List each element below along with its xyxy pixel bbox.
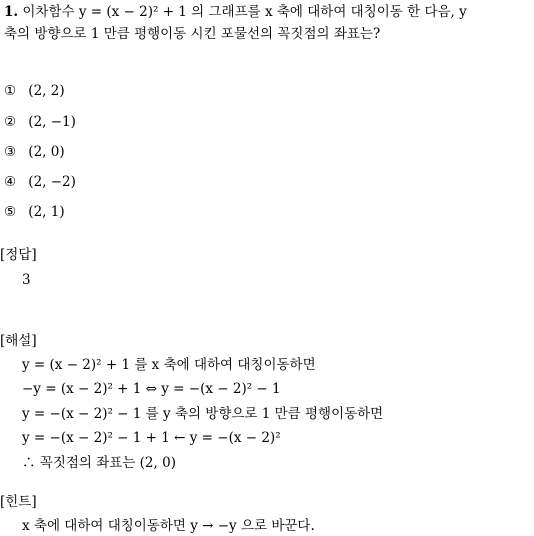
option-1[interactable] (4, 81, 65, 101)
explanation-line-4: y = −(x − 2)² − 1 + 1 ← y = −(x − 2)² (22, 430, 281, 446)
option-text: (2, 2) (28, 83, 65, 99)
answer-label: [정답] (0, 247, 37, 263)
option-marker: ① (4, 83, 17, 99)
option-text: (2, 0) (28, 144, 65, 160)
question-text-line-2: 축의 방향으로 1 만큼 평행이동 시킨 포물선의 꼭짓점의 좌표는? (4, 26, 381, 42)
question-text-line-1: 이차함수 y = (x − 2)² + 1 의 그래프를 x 축에 대하여 대칭이동 한 다음, y (22, 4, 467, 20)
question-line-1 (4, 2, 467, 22)
hint-text: x 축에 대하여 대칭이동하면 y → −y 으로 바꾼다. (22, 518, 315, 534)
option-marker: ④ (4, 174, 17, 190)
explanation-line-1: y = (x − 2)² + 1 를 x 축에 대하여 대칭이동하면 (22, 357, 316, 373)
hint-label: [힌트] (0, 494, 37, 510)
explanation-line-5: ∴ 꼭짓점의 좌표는 (2, 0) (22, 455, 176, 471)
explanation-label: [해설] (0, 333, 37, 349)
option-2[interactable] (4, 112, 76, 132)
option-text: (2, −1) (28, 114, 76, 130)
option-marker: ③ (4, 144, 17, 160)
option-3[interactable] (4, 142, 65, 162)
option-4[interactable] (4, 172, 76, 192)
answer-value: 3 (22, 272, 31, 288)
option-text: (2, 1) (28, 204, 65, 220)
question-number: 1. (4, 4, 19, 20)
option-marker: ⑤ (4, 204, 17, 220)
option-marker: ② (4, 114, 17, 130)
explanation-line-3: y = −(x − 2)² − 1 를 y 축의 방향으로 1 만큼 평행이동하면 (22, 406, 384, 422)
explanation-line-2: −y = (x − 2)² + 1 ⇔ y = −(x − 2)² − 1 (22, 381, 281, 397)
option-5[interactable] (4, 202, 65, 222)
question-line-2 (4, 24, 380, 44)
option-text: (2, −2) (28, 174, 76, 190)
